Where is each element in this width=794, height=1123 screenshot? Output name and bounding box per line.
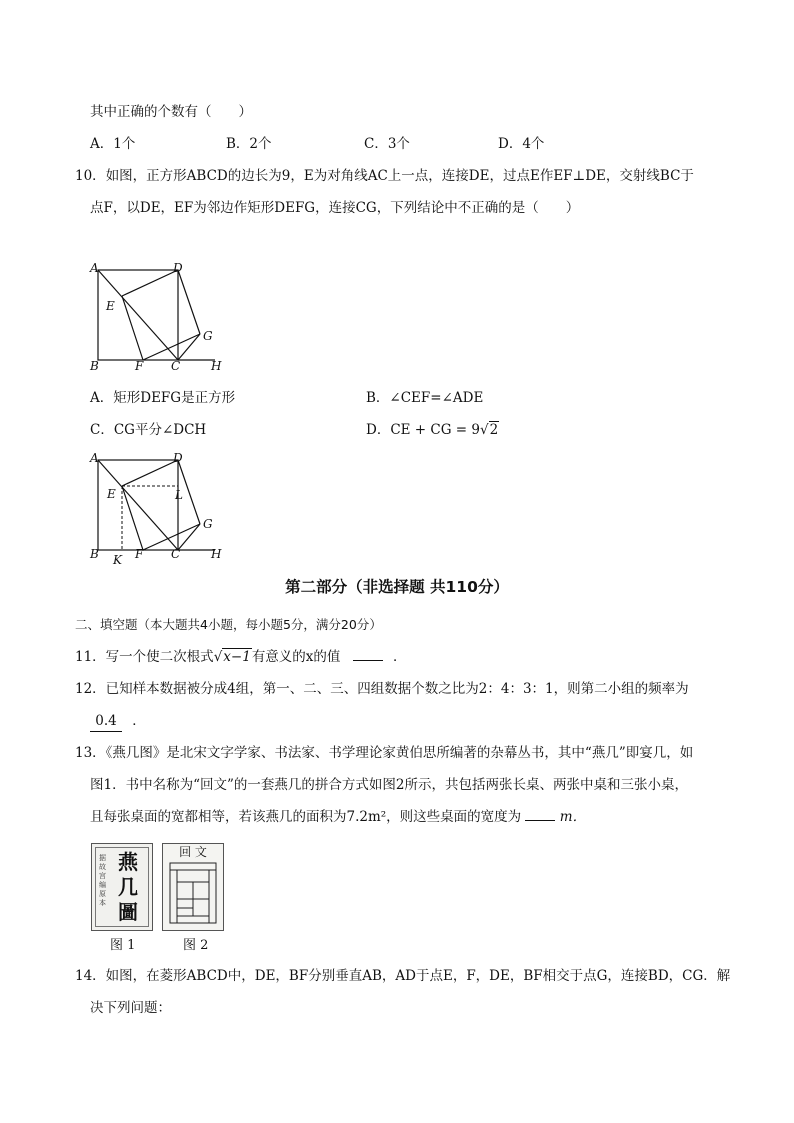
q12-end: ． (132, 713, 146, 729)
fill-in-section-heading: 二、填空题（本大题共4小题，每小题5分，满分20分） (75, 617, 382, 632)
fig1-label-e: E (106, 299, 115, 313)
q14-line-2: 决下列问题： (90, 1000, 171, 1016)
fig2-label-e: E (107, 487, 116, 501)
q10-line-2: 点F，以DE，EF为邻边作矩形DEFG，连接CG，下列结论中不正确的是（ ） (90, 200, 580, 216)
q10-option-c: C．CG平分∠DCH (90, 422, 207, 438)
fig2-label-h: H (211, 547, 222, 561)
q10-option-a: A．矩形DEFG是正方形 (90, 390, 236, 406)
q10-line-1 (75, 166, 694, 186)
q13-line-1: 13．《燕几图》是北宋文字学家、书法家、书学理论家黄伯思所编著的杂幕丛书，其中“燕几”即宴几，如 (75, 745, 694, 761)
fig1-side-text: 据 故 宫 编 原 本 (99, 854, 106, 907)
fig2-label-g: G (203, 517, 213, 531)
q10-stem-1: 如图，正方形ABCD的边长为9，E为对角线AC上一点，连接DE，过点E作EF⊥DE，交射线BC于 (105, 168, 694, 184)
q10-option-b: B．∠CEF=∠ADE (366, 390, 484, 406)
q13-caption-1: 图 1 (110, 938, 136, 953)
fig2-label-f: F (135, 547, 144, 561)
q12-answer-blank[interactable]: 0.4 (90, 711, 122, 732)
q13-line-3-text: 且每张桌面的宽都相等，若该燕几的面积为7.2m²，则这些桌面的宽度为 (90, 809, 522, 825)
fig1-label-a: A (90, 261, 99, 275)
fig2-label-k: K (113, 553, 122, 567)
q14-line-1: 14．如图，在菱形ABCD中，DE，BF分别垂直AB，AD于点E，F，DE，BF相交于点G，连接BD，CG．解 (75, 968, 731, 984)
q13-answer-blank[interactable] (525, 820, 555, 821)
q13-unit: m． (559, 809, 587, 825)
q9-stem: 其中正确的个数有（ ） (90, 104, 252, 120)
q10-figure-2 (85, 448, 235, 570)
fig1-label-h: H (211, 359, 222, 373)
q13-line-3 (90, 807, 586, 827)
q13-caption-2: 图 2 (183, 938, 209, 953)
sqrt-sign: √x−1 (213, 649, 251, 665)
fig2-label-l: L (175, 488, 183, 502)
fig2-label-b: B (90, 547, 99, 561)
q10-number: 10． (75, 168, 106, 184)
q12-line-1: 12．已知样本数据被分成4组，第一、二、三、四组数据个数之比为2：4：3：1，则第二小组的频率为 (75, 681, 689, 697)
q11-answer-blank[interactable] (353, 660, 383, 661)
q11-line (75, 647, 407, 667)
q9-option-a: A．1个 (90, 136, 136, 152)
q13-figure-2 (162, 843, 224, 931)
q11-prefix: 11．写一个使二次根式 (75, 649, 214, 665)
sqrt-sign: √2 (480, 422, 499, 438)
fig2-title: 回 文 (179, 845, 207, 859)
q13-line-2: 图1．书中名称为“回文”的一套燕几的拼合方式如图2所示，共包括两张长桌、两张中桌和三张小桌， (90, 777, 688, 793)
huiwen-layout-diagram (169, 862, 217, 924)
fig1-title: 燕几圖 (118, 850, 138, 924)
fig1-label-f: F (135, 359, 144, 373)
q11-radicand: x−1 (223, 649, 251, 665)
fig2-label-d: D (173, 451, 183, 465)
fig1-label-c: C (171, 359, 181, 373)
q12-line-2 (90, 711, 146, 732)
q10-figure-1 (85, 258, 235, 378)
fig1-label-d: D (173, 261, 183, 275)
q13-figure-1 (91, 843, 153, 931)
part-two-title: 第二部分（非选择题 共110分） (285, 578, 509, 596)
q9-option-d: D．4个 (498, 136, 545, 152)
fig1-label-b: B (90, 359, 99, 373)
q10-option-d-radicand: 2 (489, 422, 499, 438)
q10-option-d (366, 420, 499, 440)
q11-end: ． (393, 649, 407, 665)
q9-option-b: B．2个 (226, 136, 272, 152)
fig1-label-g: G (203, 329, 213, 343)
q11-suffix: 有意义的x的值 (251, 649, 341, 665)
fig2-label-c: C (171, 547, 181, 561)
q9-option-c: C．3个 (364, 136, 410, 152)
q10-option-d-text: D．CE + CG = 9 (366, 422, 480, 438)
fig2-label-a: A (90, 451, 99, 465)
